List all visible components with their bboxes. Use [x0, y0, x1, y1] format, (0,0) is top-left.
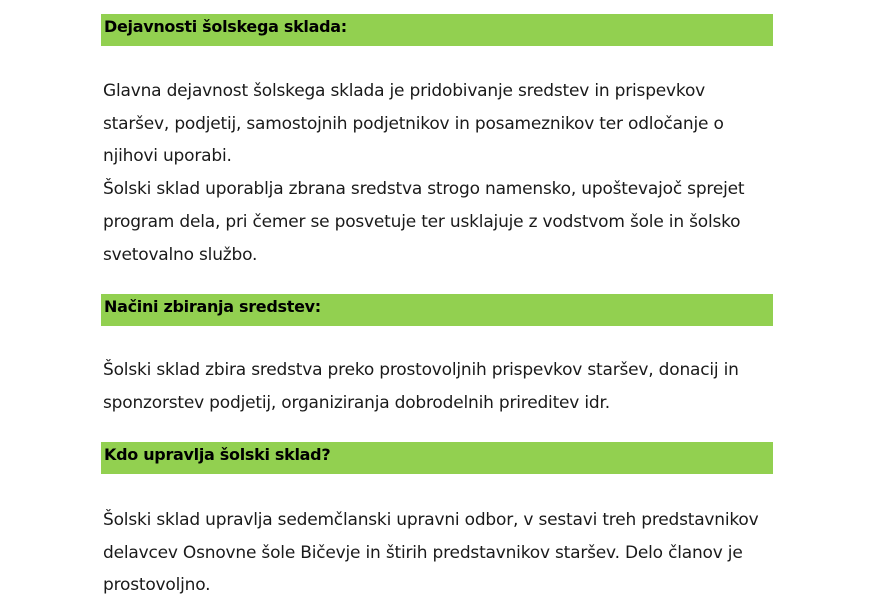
body-line: njihovi uporabi. — [103, 146, 232, 167]
body-line: program dela, pri čemer se posvetuje ter usklajuje z vodstvom šole in šolsko — [103, 211, 741, 232]
body-line: delavcev Osnovne šole Bičevje in štirih predstavnikov staršev. Delo članov je — [103, 542, 743, 563]
section-heading-management: Kdo upravlja šolski sklad? — [101, 442, 773, 474]
section-heading-fundraising: Načini zbiranja sredstev: — [101, 294, 773, 326]
section-body-fundraising — [103, 354, 783, 419]
body-line: Šolski sklad zbira sredstva preko prostovoljnih prispevkov staršev, donacij in — [103, 360, 739, 380]
body-line: prostovoljno. — [103, 575, 211, 596]
section-heading-activities: Dejavnosti šolskega sklada: — [101, 14, 773, 46]
body-line: Šolski sklad uporablja zbrana sredstva strogo namensko, upoštevajoč sprejet — [103, 179, 745, 200]
body-line: Glavna dejavnost šolskega sklada je pridobivanje sredstev in prispevkov — [103, 81, 706, 101]
section-body-activities — [103, 75, 783, 271]
body-line: staršev, podjetij, samostojnih podjetnikov in posameznikov ter odločanje o — [103, 113, 724, 134]
section-body-management — [103, 504, 783, 602]
body-line: sponzorstev podjetij, organiziranja dobrodelnih prireditev idr. — [103, 392, 610, 413]
body-line: Šolski sklad upravlja sedemčlanski upravni odbor, v sestavi treh predstavnikov — [103, 510, 759, 530]
body-line: svetovalno službo. — [103, 244, 258, 265]
